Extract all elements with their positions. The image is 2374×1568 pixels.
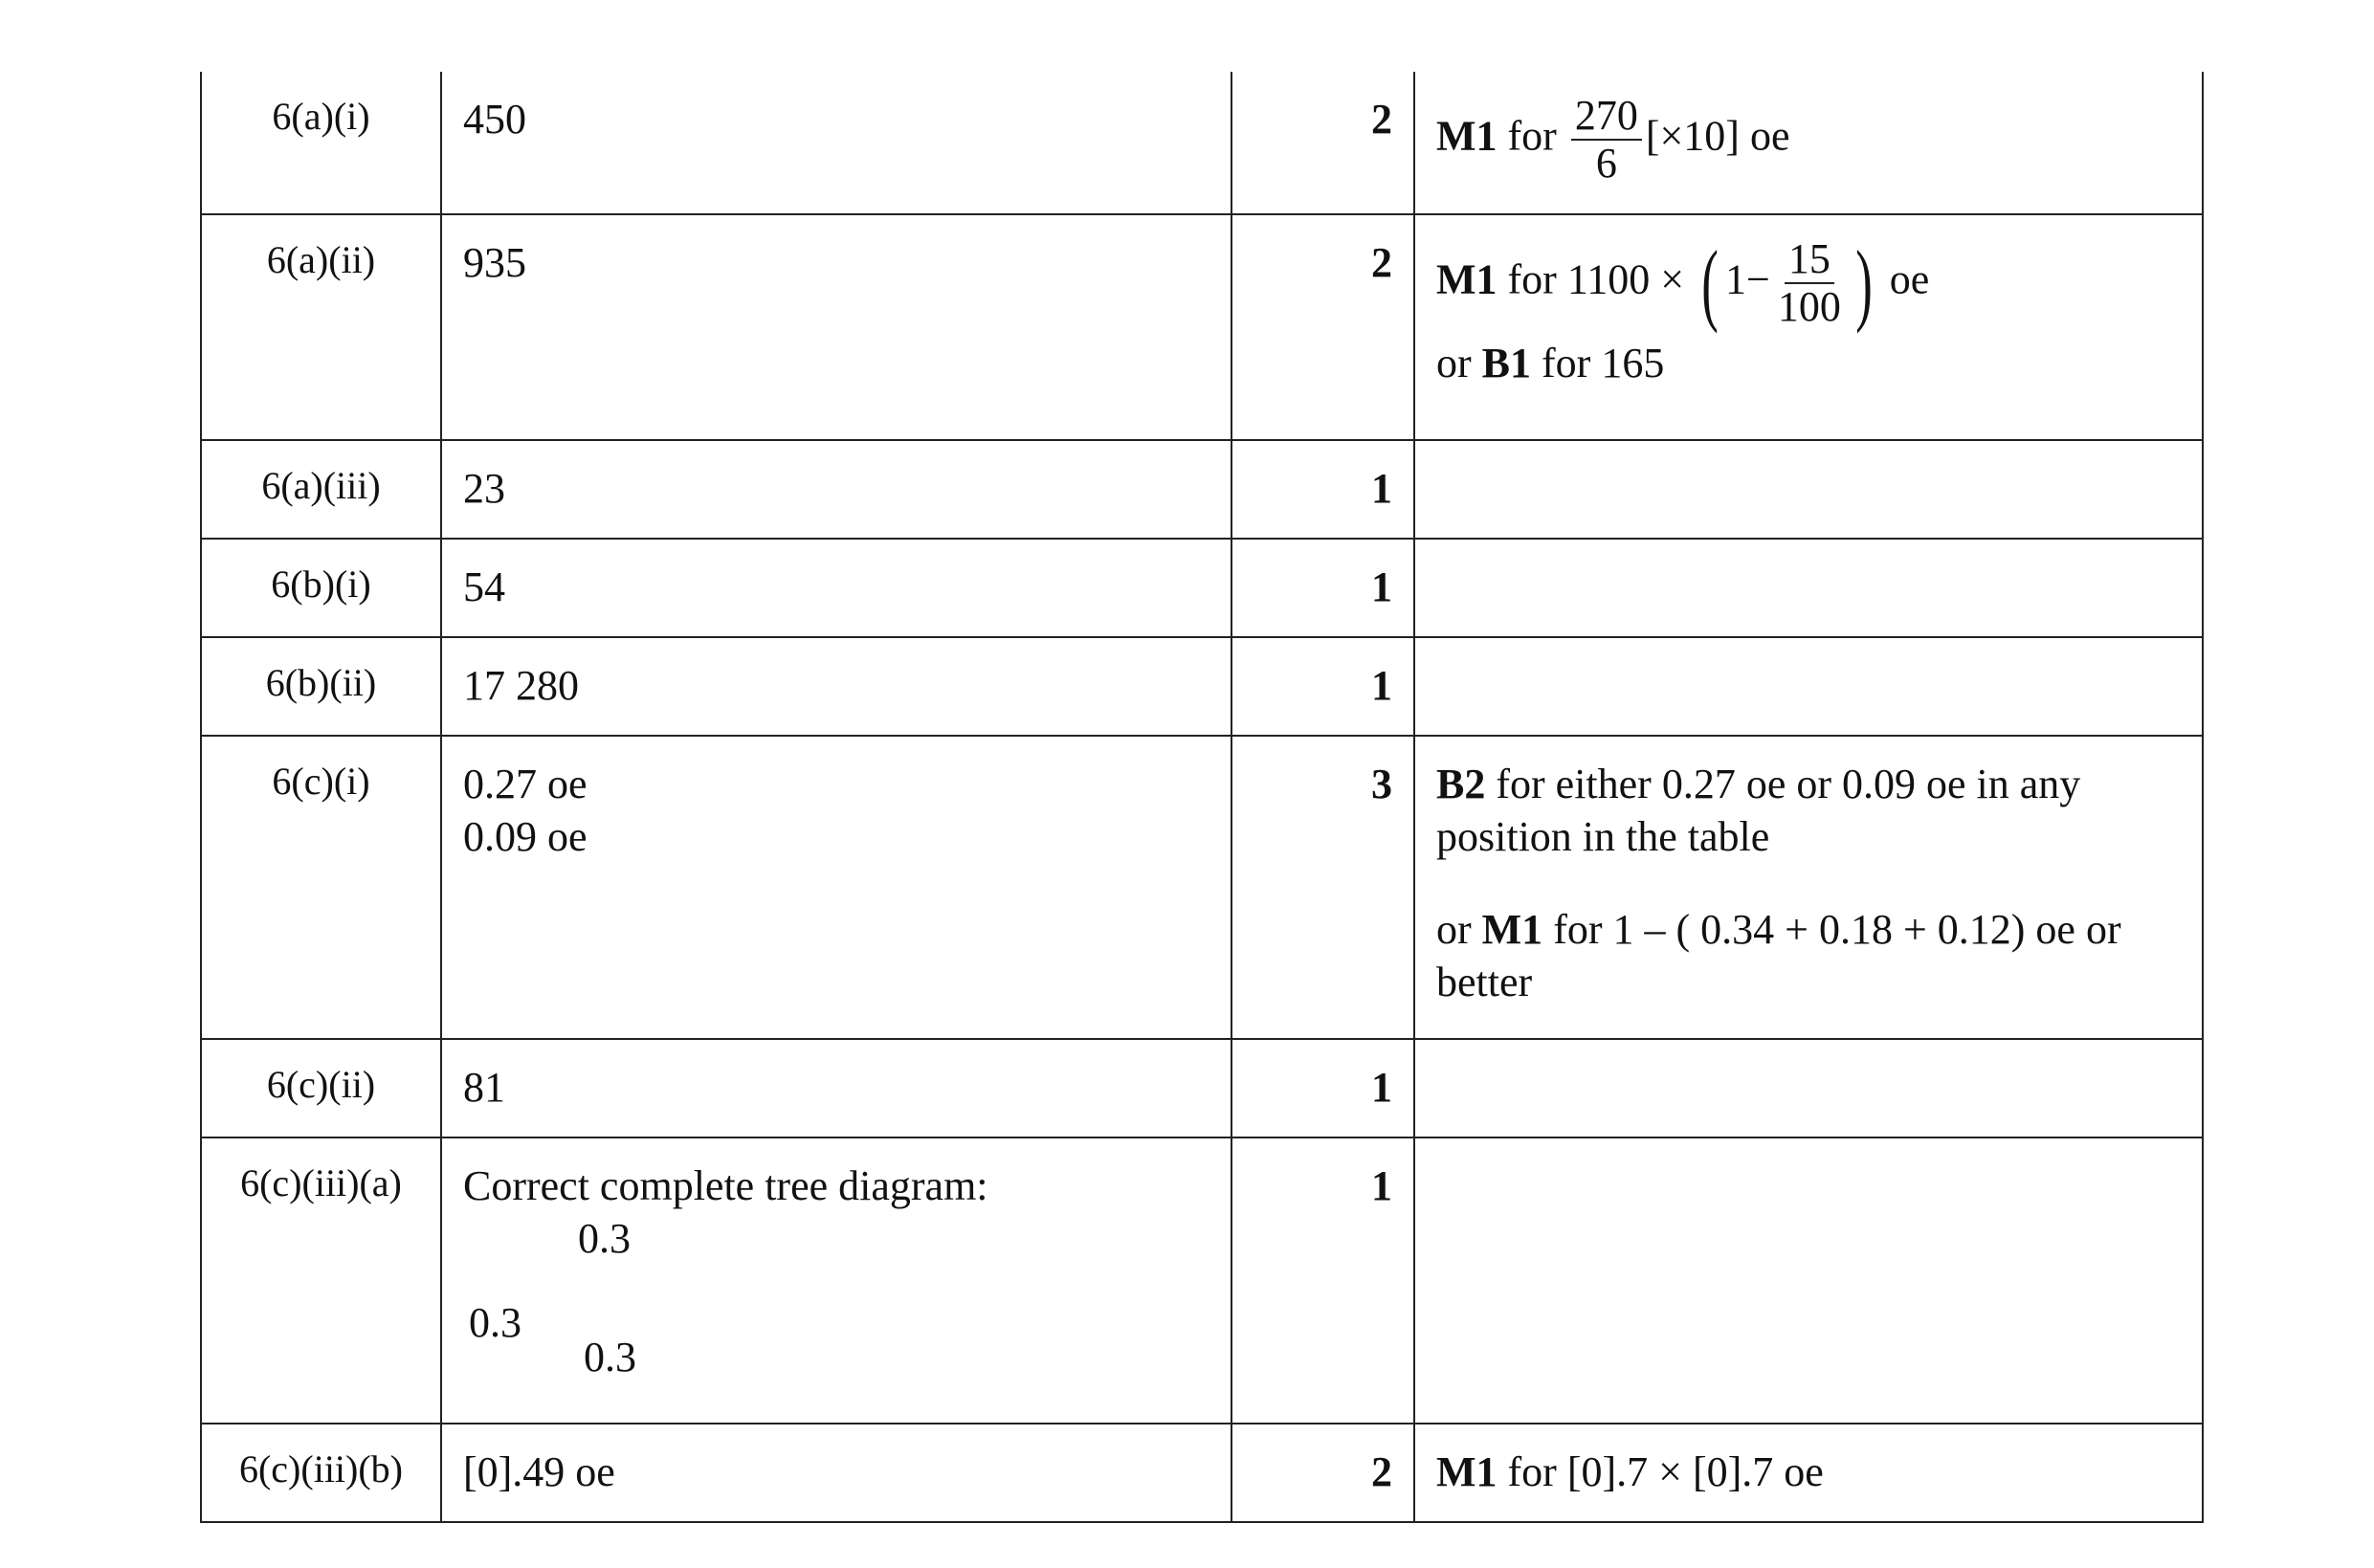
guidance-line <box>1436 337 2181 389</box>
table-row <box>201 539 2203 637</box>
answer-cell <box>441 1137 1231 1424</box>
table-row <box>201 1424 2203 1522</box>
table-row <box>201 440 2203 539</box>
guidance-cell <box>1414 539 2203 637</box>
tree-diagram <box>463 1212 1209 1403</box>
tree-probability: 0.3 <box>469 1299 521 1346</box>
fraction <box>1774 236 1845 331</box>
guidance-text: or <box>1436 906 1482 953</box>
table-row <box>201 637 2203 736</box>
table-row <box>201 1137 2203 1424</box>
fraction-denominator: 6 <box>1595 140 1617 188</box>
guidance-text: for 165 <box>1531 339 1665 386</box>
answer-text: Correct complete tree diagram: <box>463 1162 988 1209</box>
spacer <box>1436 863 2181 903</box>
answer-cell: 17 280 <box>441 637 1231 736</box>
marks-cell: 1 <box>1231 637 1414 736</box>
guidance-cell <box>1414 637 2203 736</box>
marks-cell: 1 <box>1231 539 1414 637</box>
mark-scheme-table <box>200 72 2204 1523</box>
tree-probability: 0.3 <box>578 1215 631 1262</box>
question-number: 6(c)(iii)(a) <box>201 1137 441 1424</box>
mark-code: B2 <box>1436 761 1486 807</box>
marks-cell: 1 <box>1231 440 1414 539</box>
guidance-cell <box>1414 1424 2203 1522</box>
question-number: 6(c)(ii) <box>201 1039 441 1137</box>
marks-cell: 2 <box>1231 72 1414 214</box>
table-row <box>201 72 2203 214</box>
answer-line: 0.09 oe <box>463 813 588 860</box>
guidance-text: for [0].7 × [0].7 oe <box>1497 1448 1824 1495</box>
answer-cell: 81 <box>441 1039 1231 1137</box>
question-number: 6(a)(iii) <box>201 440 441 539</box>
guidance-cell <box>1414 1137 2203 1424</box>
question-number: 6(b)(i) <box>201 539 441 637</box>
mark-code: B1 <box>1481 339 1532 386</box>
fraction <box>1571 93 1642 188</box>
answer-cell: 54 <box>441 539 1231 637</box>
mark-code: M1 <box>1436 1448 1498 1495</box>
answer-cell: 450 <box>441 72 1231 214</box>
table-row <box>201 1039 2203 1137</box>
table-row <box>201 736 2203 1039</box>
answer-line: 0.27 oe <box>463 761 588 807</box>
guidance-text: for <box>1497 112 1567 160</box>
answer-cell: [0].49 oe <box>441 1424 1231 1522</box>
marks-cell: 3 <box>1231 736 1414 1039</box>
answer-cell <box>441 736 1231 1039</box>
guidance-text: for 1 – ( 0.34 + 0.18 + 0.12) oe or better <box>1436 906 2121 1005</box>
fraction-denominator: 100 <box>1777 283 1841 331</box>
left-parenthesis: ( <box>1701 232 1719 335</box>
guidance-line <box>1436 903 2181 1008</box>
question-number: 6(b)(ii) <box>201 637 441 736</box>
fraction-numerator: 270 <box>1571 93 1642 141</box>
answer-cell: 935 <box>441 214 1231 440</box>
right-parenthesis: ) <box>1855 232 1873 335</box>
guidance-cell <box>1414 1039 2203 1137</box>
question-number: 6(a)(i) <box>201 72 441 214</box>
question-number: 6(c)(iii)(b) <box>201 1424 441 1522</box>
table-row <box>201 214 2203 440</box>
guidance-line <box>1436 758 2181 863</box>
marks-cell: 2 <box>1231 214 1414 440</box>
guidance-text: for 1100 × <box>1497 255 1696 303</box>
mark-code: M1 <box>1436 255 1498 303</box>
guidance-text: 1− <box>1725 255 1770 303</box>
guidance-cell <box>1414 440 2203 539</box>
answer-cell: 23 <box>441 440 1231 539</box>
guidance-line <box>1436 232 2181 335</box>
tree-probability: 0.3 <box>584 1334 636 1380</box>
guidance-cell <box>1414 72 2203 214</box>
guidance-text: for either 0.27 oe or 0.09 oe in any position in the table <box>1436 761 2081 860</box>
marks-cell: 2 <box>1231 1424 1414 1522</box>
question-number: 6(c)(i) <box>201 736 441 1039</box>
fraction-numerator: 15 <box>1785 236 1834 284</box>
guidance-text: oe <box>1878 255 1930 303</box>
question-number: 6(a)(ii) <box>201 214 441 440</box>
guidance-text: or <box>1436 339 1482 386</box>
guidance-text: [×10] oe <box>1645 112 1790 160</box>
marks-cell: 1 <box>1231 1039 1414 1137</box>
mark-code: M1 <box>1436 112 1498 160</box>
mark-code: M1 <box>1481 906 1543 953</box>
guidance-cell <box>1414 214 2203 440</box>
guidance-cell <box>1414 736 2203 1039</box>
marks-cell: 1 <box>1231 1137 1414 1424</box>
